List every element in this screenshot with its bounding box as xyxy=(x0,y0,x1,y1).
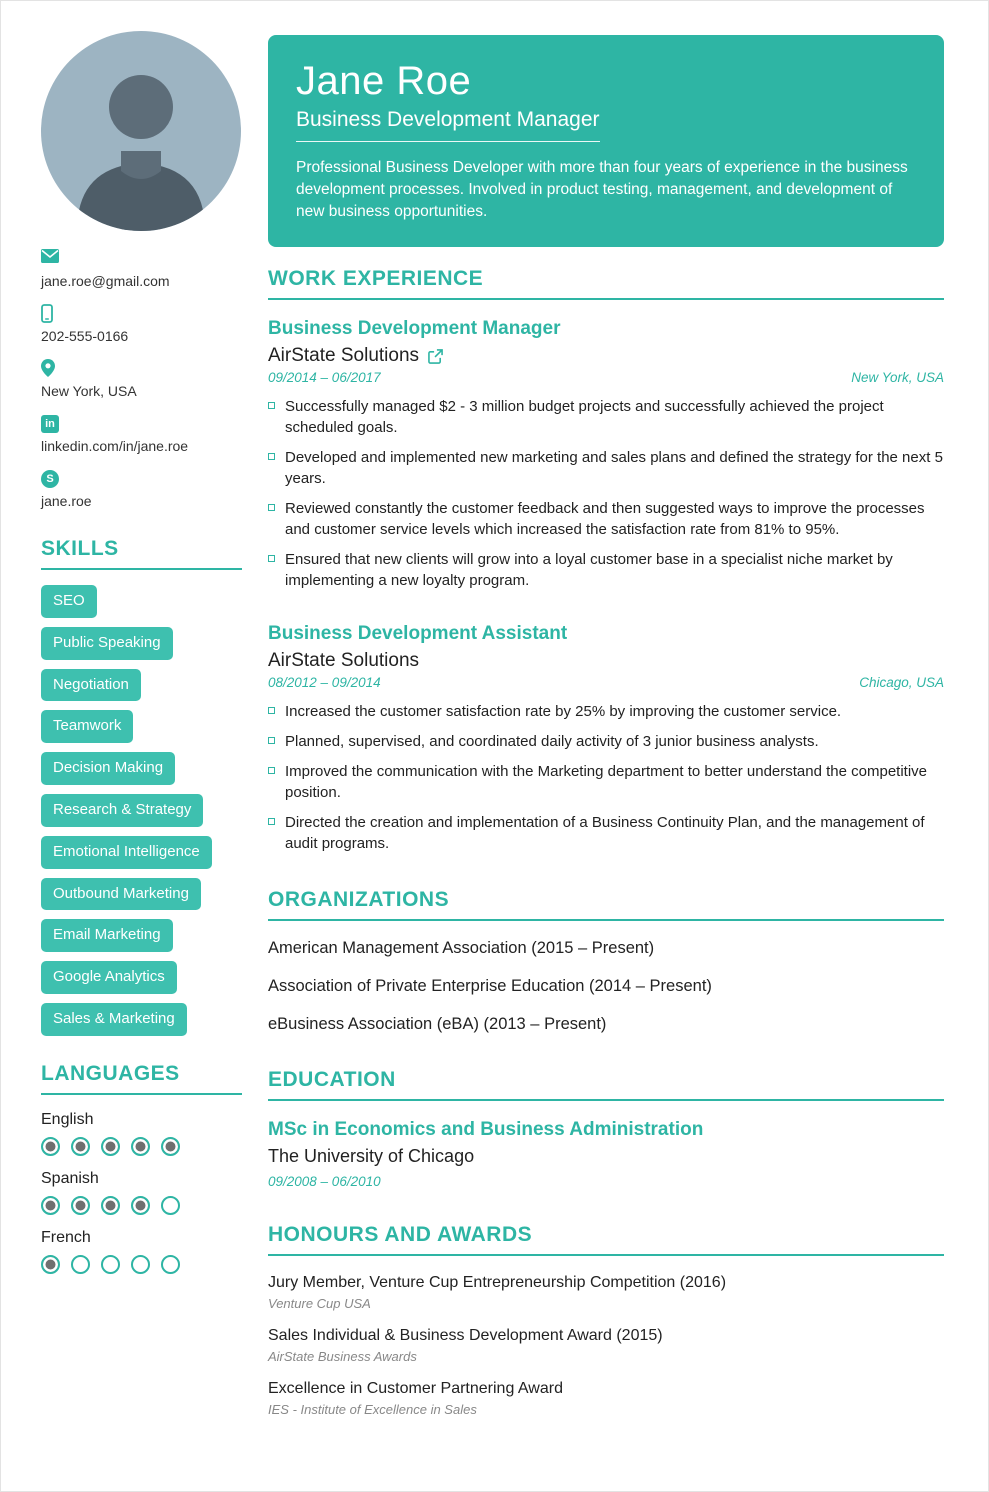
sidebar xyxy=(41,31,242,1451)
organizations-list xyxy=(268,939,944,1034)
organizations-heading: ORGANIZATIONS xyxy=(268,888,944,921)
skill-tag: Google Analytics xyxy=(41,961,177,994)
job-meta xyxy=(268,370,944,385)
languages-list xyxy=(41,1111,242,1274)
award-item xyxy=(268,1380,944,1417)
company-name: AirState Solutions xyxy=(268,650,420,671)
contact-location xyxy=(41,359,242,401)
language-dots xyxy=(41,1137,242,1156)
person-avatar-illustration xyxy=(41,31,241,231)
language-level-dot xyxy=(71,1196,90,1215)
person-job-title: Business Development Manager xyxy=(296,108,600,142)
job-entry xyxy=(268,623,944,854)
language-name: Spanish xyxy=(41,1169,99,1187)
avatar xyxy=(41,31,241,231)
language-dots xyxy=(41,1196,242,1215)
skills-list xyxy=(41,585,242,1036)
contact-location-value: New York, USA xyxy=(41,383,137,399)
skill-tag: Emotional Intelligence xyxy=(41,836,212,869)
award-title: Sales Individual & Business Development Award (2015) xyxy=(268,1327,663,1344)
language-name: French xyxy=(41,1228,91,1246)
bullet-item: Developed and implemented new marketing and sales plans and defined the strategy for the next 5 years. xyxy=(268,447,944,489)
language-level-dot xyxy=(71,1137,90,1156)
bullet-item: Ensured that new clients will grow into a loyal customer base in a specialist niche market by implementing a new loyalty program. xyxy=(268,549,944,591)
contact-phone-value: 202-555-0166 xyxy=(41,328,129,344)
language-level-dot xyxy=(41,1196,60,1215)
contact-linkedin-value: linkedin.com/in/jane.roe xyxy=(41,438,189,454)
language-english xyxy=(41,1111,242,1156)
bullet-item: Planned, supervised, and coordinated daily activity of 3 junior business analysts. xyxy=(268,731,944,752)
school-name: The University of Chicago xyxy=(268,1146,475,1166)
languages-heading: LANGUAGES xyxy=(41,1062,242,1095)
person-name: Jane Roe xyxy=(296,59,472,103)
language-level-dot xyxy=(41,1255,60,1274)
bullet-item: Improved the communication with the Marketing department to better understand the competitive position. xyxy=(268,761,944,803)
job-bullets xyxy=(268,396,944,591)
language-level-dot xyxy=(71,1255,90,1274)
award-organization: AirState Business Awards xyxy=(268,1349,417,1364)
job-bullets xyxy=(268,701,944,854)
external-link-icon[interactable] xyxy=(428,349,443,364)
award-title: Jury Member, Venture Cup Entrepreneurship Competition (2016) xyxy=(268,1274,727,1291)
skill-tag: Research & Strategy xyxy=(41,794,203,827)
company-name: AirState Solutions xyxy=(268,345,420,366)
language-french xyxy=(41,1229,242,1274)
envelope-icon xyxy=(41,249,242,268)
award-item xyxy=(268,1327,944,1364)
language-level-dot xyxy=(131,1137,150,1156)
linkedin-icon: in xyxy=(41,414,242,433)
degree-title: MSc in Economics and Business Administration xyxy=(268,1119,704,1140)
bullet-item: Reviewed constantly the customer feedback and then suggested ways to improve the processes and customer service levels which increased the satisfaction rate from 81% to 95%. xyxy=(268,498,944,540)
section-awards xyxy=(268,1223,944,1417)
job-meta xyxy=(268,675,944,690)
award-organization: IES - Institute of Excellence in Sales xyxy=(268,1402,477,1417)
job-location: Chicago, USA xyxy=(859,675,944,690)
job-location: New York, USA xyxy=(851,370,944,385)
work-experience-heading: WORK EXPERIENCE xyxy=(268,267,944,300)
skills-heading: SKILLS xyxy=(41,537,242,570)
skill-tag: Sales & Marketing xyxy=(41,1003,187,1036)
job-entry xyxy=(268,318,944,591)
skill-tag: Teamwork xyxy=(41,710,133,743)
organization-item: eBusiness Association (eBA) (2013 – Present) xyxy=(268,1015,607,1033)
language-level-dot xyxy=(161,1137,180,1156)
job-dates: 08/2012 – 09/2014 xyxy=(268,675,381,690)
language-spanish xyxy=(41,1170,242,1215)
award-organization: Venture Cup USA xyxy=(268,1296,371,1311)
awards-heading: HONOURS AND AWARDS xyxy=(268,1223,944,1256)
company-row xyxy=(268,345,944,367)
bullet-item: Successfully managed $2 - 3 million budget projects and successfully achieved the project scheduled goals. xyxy=(268,396,944,438)
bullet-item: Increased the customer satisfaction rate by 25% by improving the customer service. xyxy=(268,701,944,722)
section-education xyxy=(268,1068,944,1189)
organization-item: Association of Private Enterprise Education (2014 – Present) xyxy=(268,977,712,995)
skill-tag: Negotiation xyxy=(41,669,141,702)
language-level-dot xyxy=(161,1255,180,1274)
phone-icon xyxy=(41,304,242,323)
language-dots xyxy=(41,1255,242,1274)
skill-tag: Outbound Marketing xyxy=(41,878,201,911)
contact-email-value: jane.roe@gmail.com xyxy=(41,273,170,289)
contact-email xyxy=(41,249,242,291)
language-level-dot xyxy=(131,1255,150,1274)
skill-tag: SEO xyxy=(41,585,97,618)
job-dates: 09/2014 – 06/2017 xyxy=(268,370,381,385)
award-title: Excellence in Customer Partnering Award xyxy=(268,1380,563,1397)
language-level-dot xyxy=(41,1137,60,1156)
location-pin-icon xyxy=(41,359,242,378)
language-level-dot xyxy=(101,1255,120,1274)
header-banner xyxy=(268,35,944,247)
contact-skype xyxy=(41,469,242,511)
award-item xyxy=(268,1274,944,1311)
bullet-item: Directed the creation and implementation of a Business Continuity Plan, and the management of audit programs. xyxy=(268,812,944,854)
section-work-experience xyxy=(268,267,944,854)
organization-item: American Management Association (2015 – Present) xyxy=(268,939,655,957)
skill-tag: Email Marketing xyxy=(41,919,173,952)
profile-summary: Professional Business Developer with more than four years of experience in the business development processes. Involved in product testing, management, and development of new business opportunities. xyxy=(296,159,908,220)
skill-tag: Decision Making xyxy=(41,752,175,785)
language-name: English xyxy=(41,1110,94,1128)
language-level-dot xyxy=(101,1137,120,1156)
main-content xyxy=(268,31,944,1451)
contact-skype-value: jane.roe xyxy=(41,493,92,509)
language-level-dot xyxy=(101,1196,120,1215)
skype-icon: S xyxy=(41,469,242,488)
education-dates: 09/2008 – 06/2010 xyxy=(268,1174,381,1189)
contact-list xyxy=(41,249,242,511)
language-level-dot xyxy=(131,1196,150,1215)
awards-list xyxy=(268,1274,944,1417)
contact-phone xyxy=(41,304,242,346)
company-row xyxy=(268,650,944,672)
skill-tag: Public Speaking xyxy=(41,627,173,660)
section-organizations xyxy=(268,888,944,1034)
contact-linkedin xyxy=(41,414,242,456)
education-heading: EDUCATION xyxy=(268,1068,944,1101)
job-title: Business Development Assistant xyxy=(268,623,568,644)
job-title: Business Development Manager xyxy=(268,318,561,339)
language-level-dot xyxy=(161,1196,180,1215)
